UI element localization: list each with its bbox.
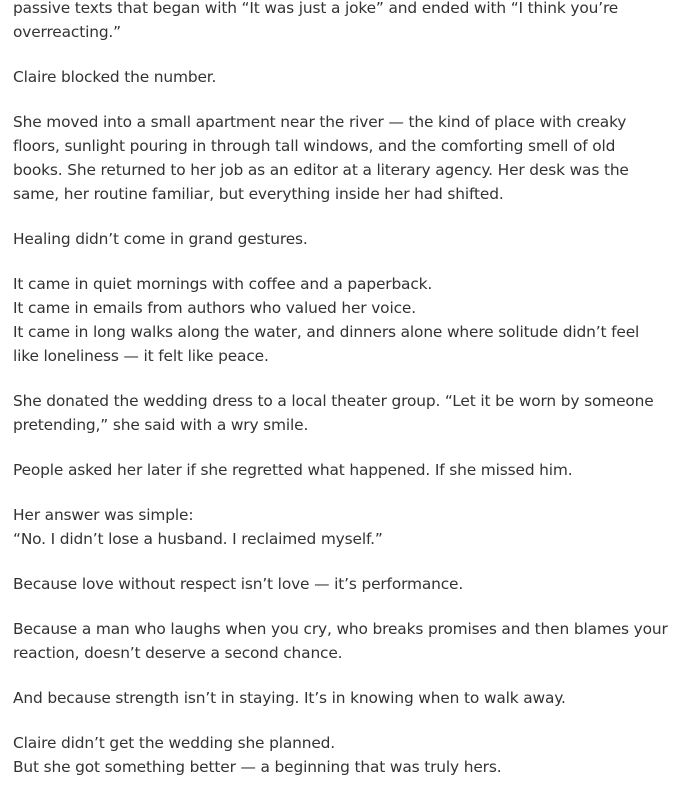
paragraph-healing: Healing didn’t come in grand gestures. [13, 230, 308, 248]
line-quiet-mornings: It came in quiet mornings with coffee and a paperback. [13, 275, 433, 293]
paragraph-passive-texts: passive texts that began with “It was just a joke” and ended with “I think you’re overreacting.” [13, 0, 619, 41]
paragraph-love-respect: Because love without respect isn’t love — it’s performance. [13, 575, 464, 593]
paragraph-blocked-number: Claire blocked the number. [13, 68, 217, 86]
paragraph-second-chance: Because a man who laughs when you cry, who breaks promises and then blames your reaction, doesn’t deserve a second chance. [13, 620, 668, 662]
line-answer-quote: “No. I didn’t lose a husband. I reclaimed myself.” [13, 530, 383, 548]
paragraph-answer [13, 503, 668, 551]
paragraph-new-apartment: She moved into a small apartment near the river — the kind of place with creaky floors, sunlight pouring in through tall windows, and the comforting smell of old books. She returned to her job as an editor at a literary agency. Her desk was the same, her routine familiar, but everything inside her had shifted. [13, 113, 629, 203]
line-wedding-planned: Claire didn’t get the wedding she planned. [13, 734, 336, 752]
line-answer-intro: Her answer was simple: [13, 506, 194, 524]
line-long-walks: It came in long walks along the water, and dinners alone where solitude didn’t feel like loneliness — it felt like peace. [13, 323, 640, 365]
paragraph-strength: And because strength isn’t in staying. It’s in knowing when to walk away. [13, 689, 566, 707]
paragraph-regret-question: People asked her later if she regretted what happened. If she missed him. [13, 461, 573, 479]
line-beginning: But she got something better — a beginning that was truly hers. [13, 758, 502, 776]
paragraph-it-came [13, 272, 668, 368]
paragraph-wedding-dress: She donated the wedding dress to a local theater group. “Let it be worn by someone pretending,” she said with a wry smile. [13, 392, 654, 434]
article-body [13, 0, 668, 800]
paragraph-closing [13, 731, 668, 779]
line-emails: It came in emails from authors who valued her voice. [13, 299, 416, 317]
